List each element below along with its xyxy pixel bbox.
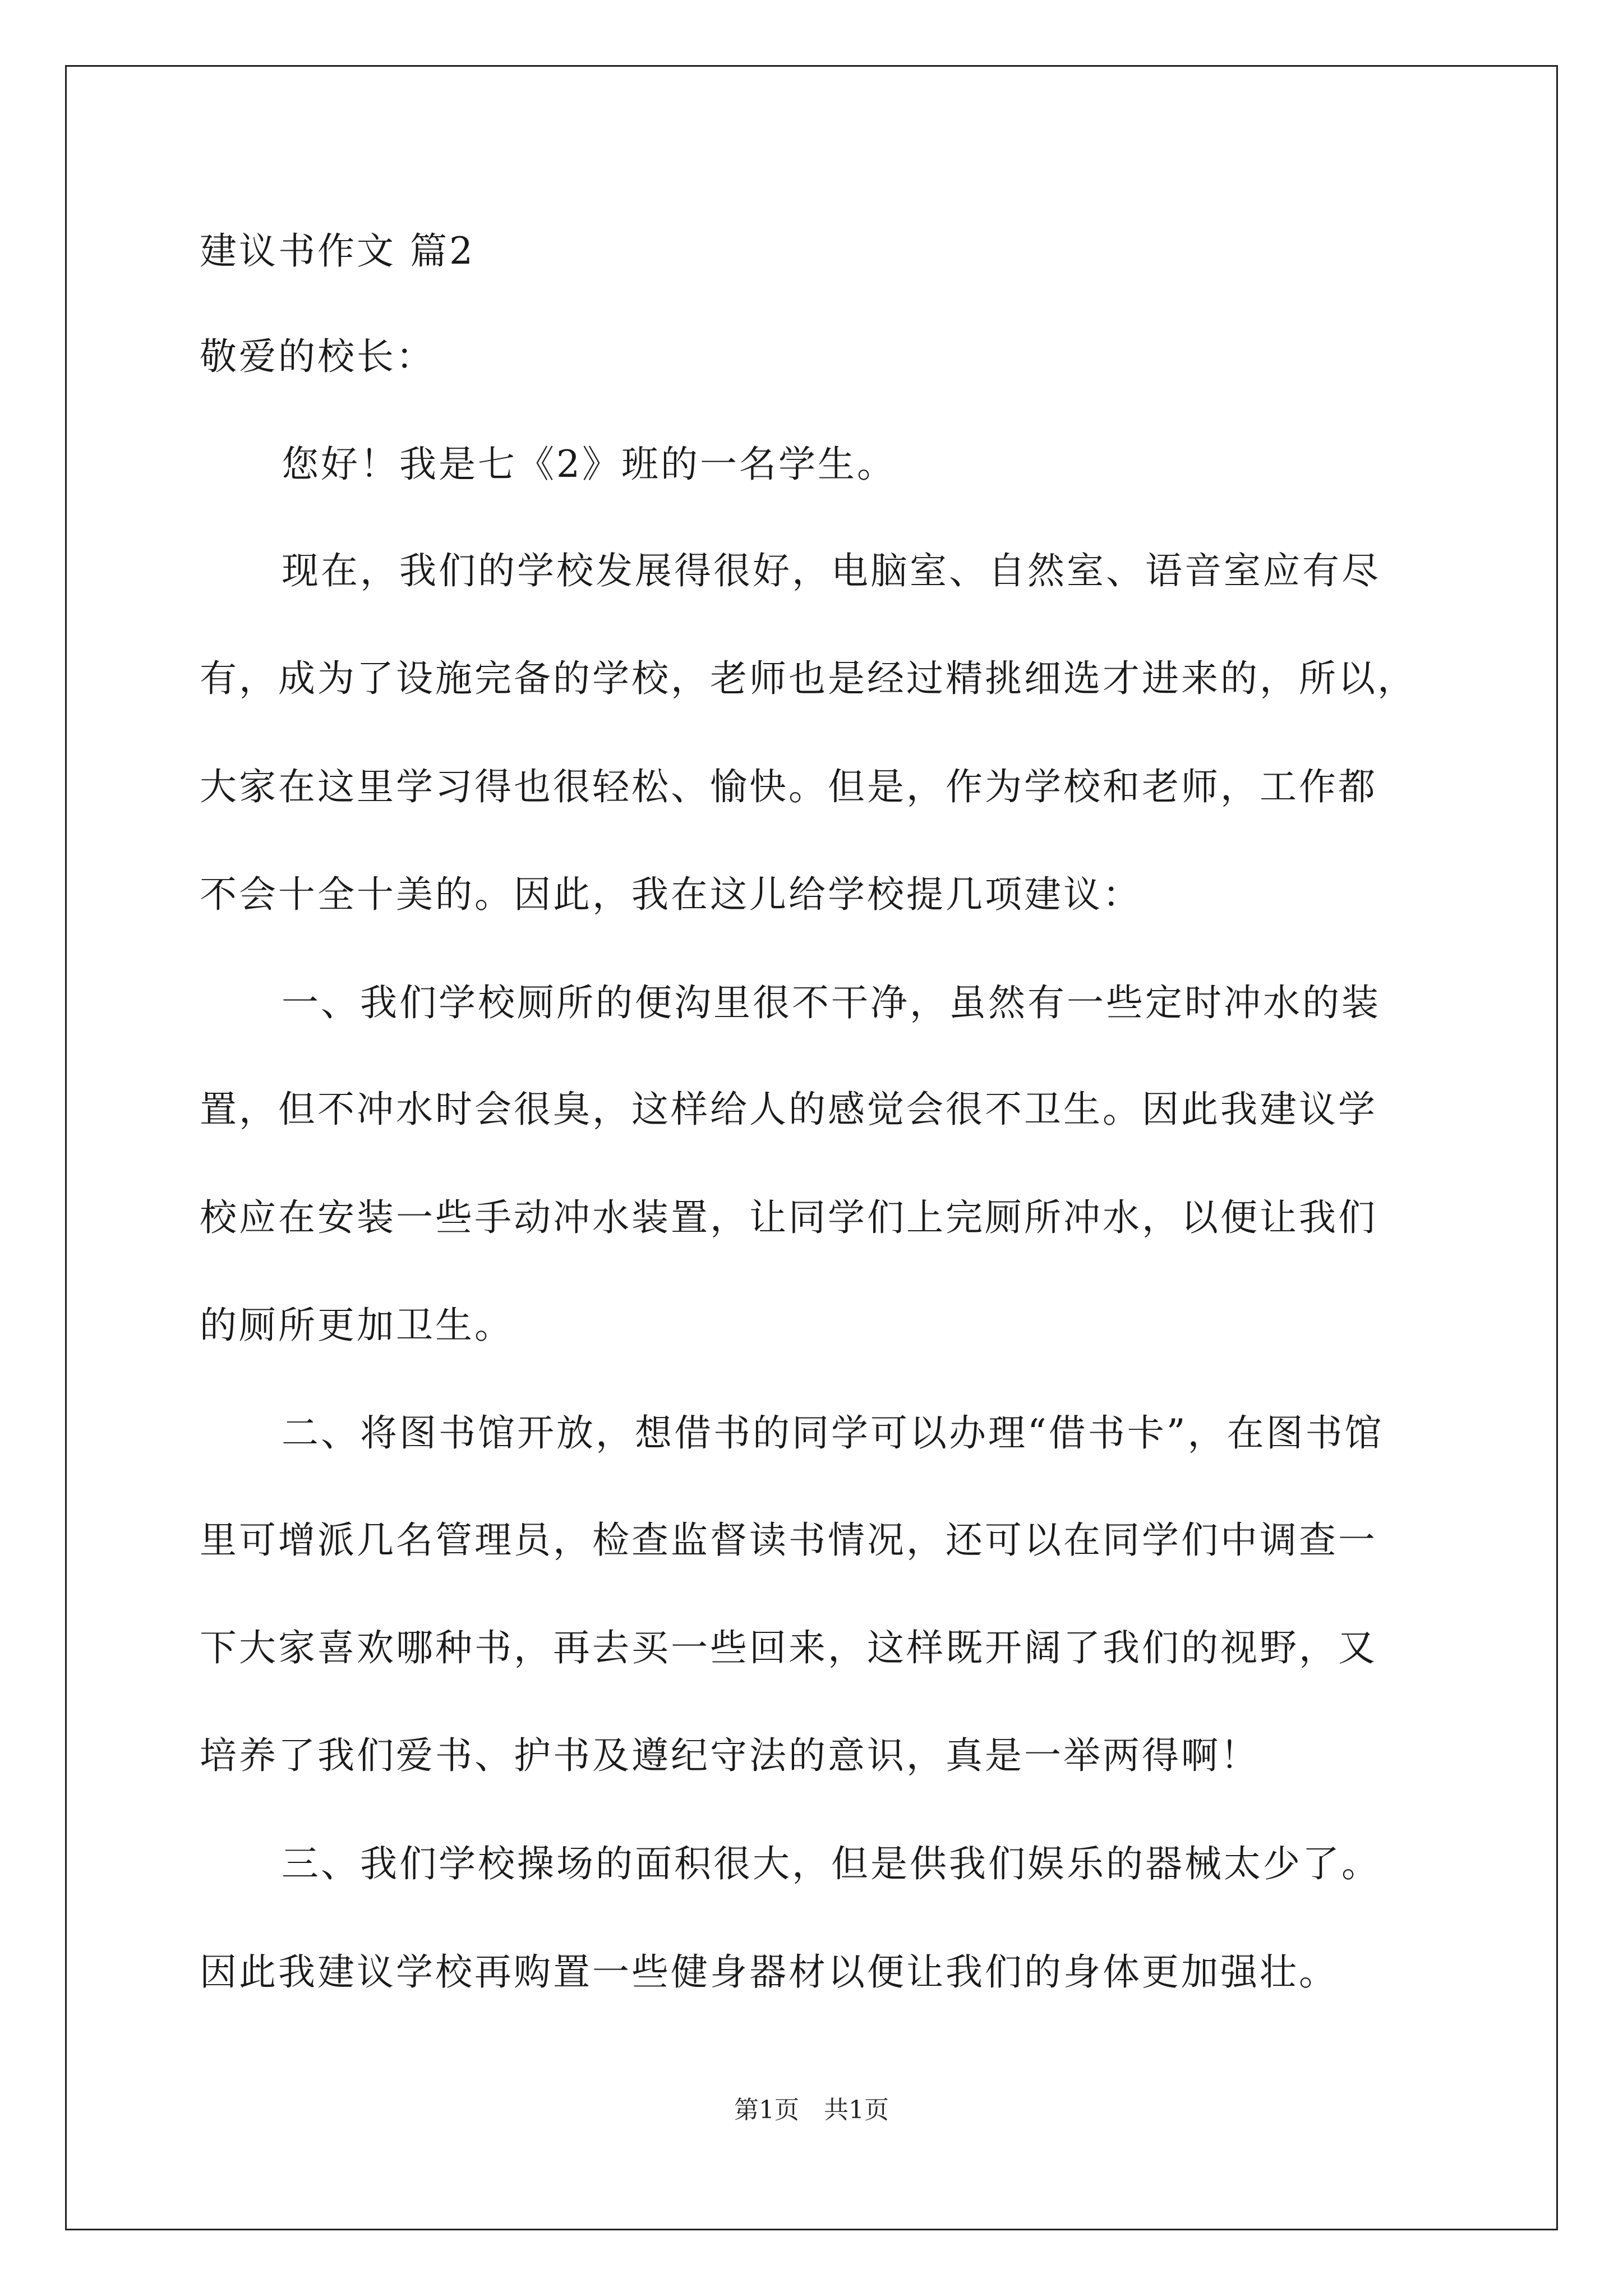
text-line: 因此我建议学校再购置一些健身器材以便让我们的身体更加强壮。 [200, 1950, 1338, 1994]
text-line: 现在，我们的学校发展得很好，电脑室、自然室、语音室应有尽 [282, 549, 1381, 592]
text-line: 不会十全十美的。因此，我在这儿给学校提几项建议： [200, 873, 1142, 916]
text-line: 置，但不冲水时会很臭，这样给人的感觉会很不卫生。因此我建议学 [200, 1088, 1377, 1131]
document-title: 建议书作文 篇2 [200, 229, 475, 273]
text-line: 您好！我是七《2》班的一名学生。 [282, 443, 896, 486]
text-line: 里可增派几名管理员，检查监督读书情况，还可以在同学们中调查一 [200, 1519, 1377, 1562]
text-line: 校应在安装一些手动冲水装置，让同学们上完厕所冲水，以便让我们 [200, 1196, 1377, 1239]
salutation: 敬爱的校长： [200, 335, 435, 378]
text-line: 三、我们学校操场的面积很大，但是供我们娱乐的器械太少了。 [282, 1842, 1381, 1885]
text-line: 的厕所更加卫生。 [200, 1304, 514, 1347]
page-border [65, 65, 1558, 2230]
text-line: 下大家喜欢哪种书，再去买一些回来，这样既开阔了我们的视野，又 [200, 1626, 1377, 1669]
text-line: 二、将图书馆开放，想借书的同学可以办理“借书卡”，在图书馆 [282, 1411, 1384, 1455]
text-line: 培养了我们爱书、护书及遵纪守法的意识，真是一举两得啊！ [200, 1734, 1260, 1777]
page-number: 第1页 共1页 [734, 2096, 889, 2124]
text-line: 大家在这里学习得也很轻松、愉快。但是，作为学校和老师，工作都 [200, 765, 1377, 808]
text-line: 一、我们学校厕所的便沟里很不干净，虽然有一些定时冲水的装 [282, 981, 1381, 1024]
text-line: 有，成为了设施完备的学校，老师也是经过精挑细选才进来的，所以， [200, 657, 1417, 700]
